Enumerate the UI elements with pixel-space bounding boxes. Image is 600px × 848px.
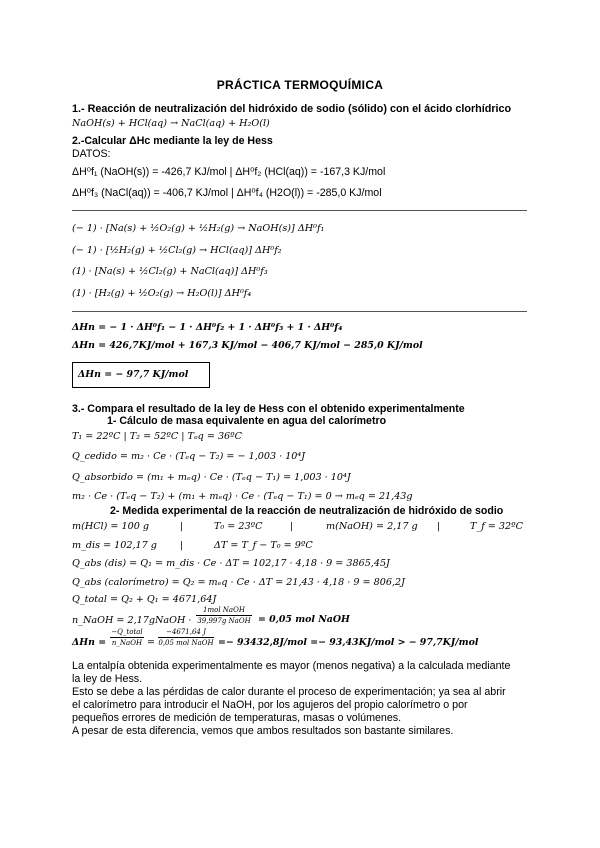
fraction-bar [196,615,252,616]
conclusion-line-4: el calorímetro para introducir el NaOH, por los agujeros del propio calorímetro o por [72,699,468,711]
section2-heading: 2.-Calcular ΔHc mediante la ley de Hess [72,135,273,147]
moles-naoh-lhs: n_NaOH = 2,17gNaOH · [72,615,192,626]
separator: | [290,521,294,532]
conclusion-line-3: Esto se debe a las pérdidas de calor durante el proceso de experimentación; ya sea al abrir [72,686,506,698]
delta-t: ΔT = T_f − T₀ = 9ºC [214,540,313,551]
fraction-bar [110,637,144,638]
q-cedido: Q_cedido = m₂ · Ce · (Tₑq − T₂) = − 1,003 · 10⁴J [72,451,306,462]
mass-dissolution: m_dis = 102,17 g [72,540,157,551]
result-box [72,362,210,388]
divider [72,210,527,211]
conclusion-line-2: la ley de Hess. [72,673,143,685]
moles-naoh-numerator: 1mol NaOH [203,606,245,614]
hess-reaction-4: (1) · [H₂(g) + ½O₂(g) → H₂O(l)] ΔH⁰f₄ [72,288,252,299]
data-line-1: ΔH⁰f₁ (NaOH(s)) = -426,7 KJ/mol | ΔH⁰f₂ (HCl(aq)) = -167,3 KJ/mol [72,166,386,178]
dhn-fraction1-denominator: n_NaOH [111,639,143,647]
page-title: PRÁCTICA TERMOQUÍMICA [216,78,384,92]
data-line-2: ΔH⁰f₃ (NaCl(aq)) = -406,7 KJ/mol | ΔH⁰f₄ (H2O(l)) = -285,0 KJ/mol [72,187,382,199]
q-absorbido: Q_absorbido = (m₁ + mₑq) · Ce · (Tₑq − T₁) = 1,003 · 10⁴J [72,472,351,483]
hess-reaction-2: (− 1) · [½H₂(g) + ½Cl₂(g) → HCl(aq)] ΔH⁰f₂ [72,245,282,256]
temp-initial: T₀ = 23ºC [214,521,263,532]
hess-formula: ΔHn = − 1 · ΔH⁰f₁ − 1 · ΔH⁰f₂ + 1 · ΔH⁰f₃ + 1 · ΔH⁰f₄ [72,322,343,333]
conclusion-line-1: La entalpía obtenida experimentalmente es mayor (menos negativa) a la calculada mediante [72,660,511,672]
divider [72,311,527,312]
section3-heading: 3.- Compara el resultado de la ley de Hess con el obtenido experimentalmente [72,403,465,415]
equals-sign: = [147,637,156,648]
mass-hcl: m(HCl) = 100 g [72,521,149,532]
dhn-exp-result: =− 93432,8J/mol =− 93,43KJ/mol > − 97,7KJ/mol [218,637,479,648]
separator: | [180,540,184,551]
conclusion-line-6: A pesar de esta diferencia, vemos que ambos resultados son bastante similares. [72,725,454,737]
section3-sub1: 1- Cálculo de masa equivalente en agua del calorímetro [107,415,387,427]
section1-equation: NaOH(s) + HCl(aq) → NaCl(aq) + H₂O(l) [72,118,270,129]
heat-balance: m₂ · Ce · (Tₑq − T₂) + (m₁ + mₑq) · Ce · (Tₑq − T₁) = 0 → mₑq = 21,43g [72,491,413,502]
q-abs-dis: Q_abs (dis) = Q₁ = m_dis · Ce · ΔT = 102,17 · 4,18 · 9 = 3865,45J [72,558,390,569]
section3-sub2: 2- Medida experimental de la reacción de neutralización de hidróxido de sodio [110,505,504,517]
dhn-exp-lhs: ΔHn = [72,637,107,648]
q-total: Q_total = Q₂ + Q₁ = 4671,64J [72,594,217,605]
q-abs-calorimeter: Q_abs (calorímetro) = Q₂ = mₑq · Ce · ΔT = 21,43 · 4,18 · 9 = 806,2J [72,577,405,588]
conclusion-line-5: pequeños errores de medición de temperaturas, masas o volúmenes. [72,712,402,724]
hess-reaction-1: (− 1) · [Na(s) + ½O₂(g) + ½H₂(g) → NaOH(s)] ΔH⁰f₁ [72,223,325,234]
section1-heading: 1.- Reacción de neutralización del hidróxido de sodio (sólido) con el ácido clorhídrico [72,103,512,115]
hess-reaction-3: (1) · [Na(s) + ½Cl₂(g) + NaCl(aq)] ΔH⁰f₃ [72,266,268,277]
temp-final: T_f = 32ºC [470,521,523,532]
fraction-bar [158,637,214,638]
moles-naoh-result: = 0,05 mol NaOH [258,614,350,625]
dhn-fraction1-numerator: −Q_total [111,628,143,636]
moles-naoh-denominator: 39,997g NaOH [197,617,251,625]
mass-naoh: m(NaOH) = 2,17 g [326,521,418,532]
datos-label: DATOS: [72,148,111,160]
hess-result: ΔHn = − 97,7 KJ/mol [78,369,189,380]
temperatures: T₁ = 22ºC | T₂ = 52ºC | Tₑq = 36ºC [72,431,242,442]
separator: | [180,521,184,532]
dhn-fraction2-numerator: −4671,64 J [166,628,206,636]
separator: | [437,521,441,532]
hess-numeric: ΔHn = 426,7KJ/mol + 167,3 KJ/mol − 406,7 KJ/mol − 285,0 KJ/mol [72,340,423,351]
dhn-fraction2-denominator: 0,05 mol NaOH [158,639,214,647]
